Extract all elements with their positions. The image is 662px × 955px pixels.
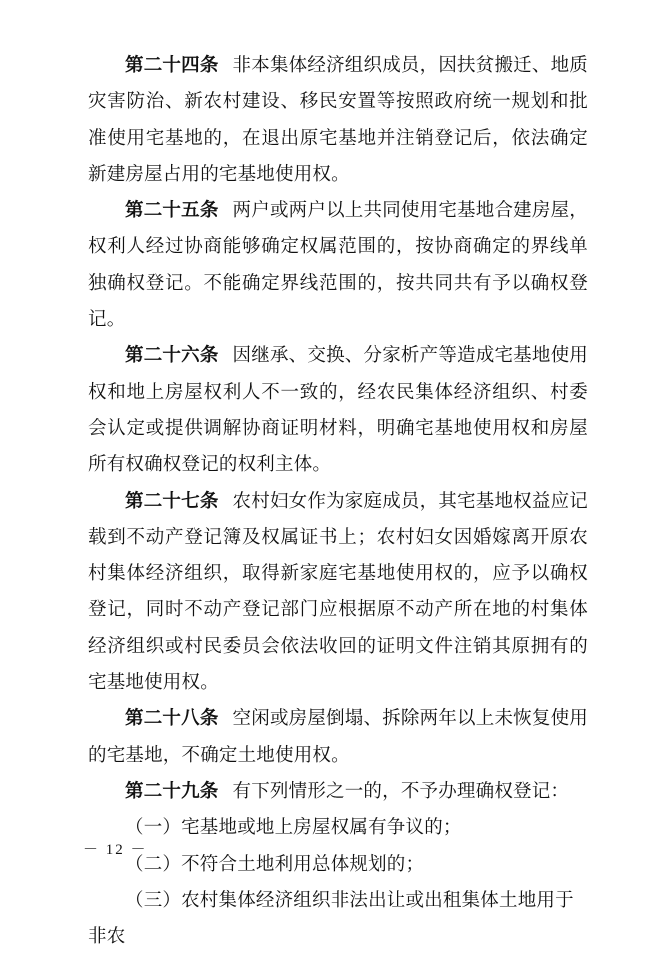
article-number: 第二十七条	[125, 490, 219, 512]
list-item: （三）农村集体经济组织非法出让或出租集体土地用于非农	[88, 889, 574, 948]
article-number: 第二十六条	[125, 345, 219, 367]
article-text: 两户或两户以上共同使用宅基地合建房屋，权利人经过协商能够确定权属范围的，按协商确定的界线单独确权登记。不能确定界线范围的，按共同共有予以确权登记。	[88, 200, 588, 331]
page-number: － 12 －	[83, 842, 148, 858]
article-text: 非本集体经济组织成员，因扶贫搬迁、地质灾害防治、新农村建设、移民安置等按照政府统一规划和批准使用宅基地的，在退出原宅基地并注销登记后，依法确定新建房屋占用的宅基地使用权。	[88, 55, 588, 185]
article-number: 第二十五条	[125, 200, 219, 222]
article-text: 因继承、交换、分家析产等造成宅基地使用权和地上房屋权利人不一致的，经农民集体经济组织、村委会认定或提供调解协商证明材料，明确宅基地使用权和房屋所有权确权登记的权利主体。	[88, 345, 588, 476]
article-text: 农村妇女作为家庭成员，其宅基地权益应记载到不动产登记簿及权属证书上；农村妇女因婚嫁离开原农村集体经济组织，取得新家庭宅基地使用权的，应予以确权登记，同时不动产登记部门应根据原不动产所在地的村集体经济组织或村民委员会依法收回的证明文件注销其原拥有的宅基地使用权。	[88, 490, 588, 694]
article-28	[88, 701, 588, 774]
article-text: 有下列情形之一的，不予办理确权登记：	[232, 780, 570, 802]
list-item: （二）不符合土地利用总体规划的；	[125, 853, 425, 875]
article-number: 第二十九条	[125, 780, 219, 802]
article-number: 第二十四条	[125, 55, 219, 76]
article-27	[88, 484, 588, 702]
article-number: 第二十八条	[125, 708, 219, 730]
list-item: （一）宅基地或地上房屋权属有争议的；	[125, 817, 462, 839]
document-body	[88, 48, 588, 955]
article-25	[88, 193, 588, 338]
article-text: 空闲或房屋倒塌、拆除两年以上未恢复使用的宅基地，不确定土地使用权。	[88, 708, 588, 766]
article-29	[88, 774, 588, 810]
article-24	[88, 48, 588, 193]
article-26	[88, 338, 588, 483]
